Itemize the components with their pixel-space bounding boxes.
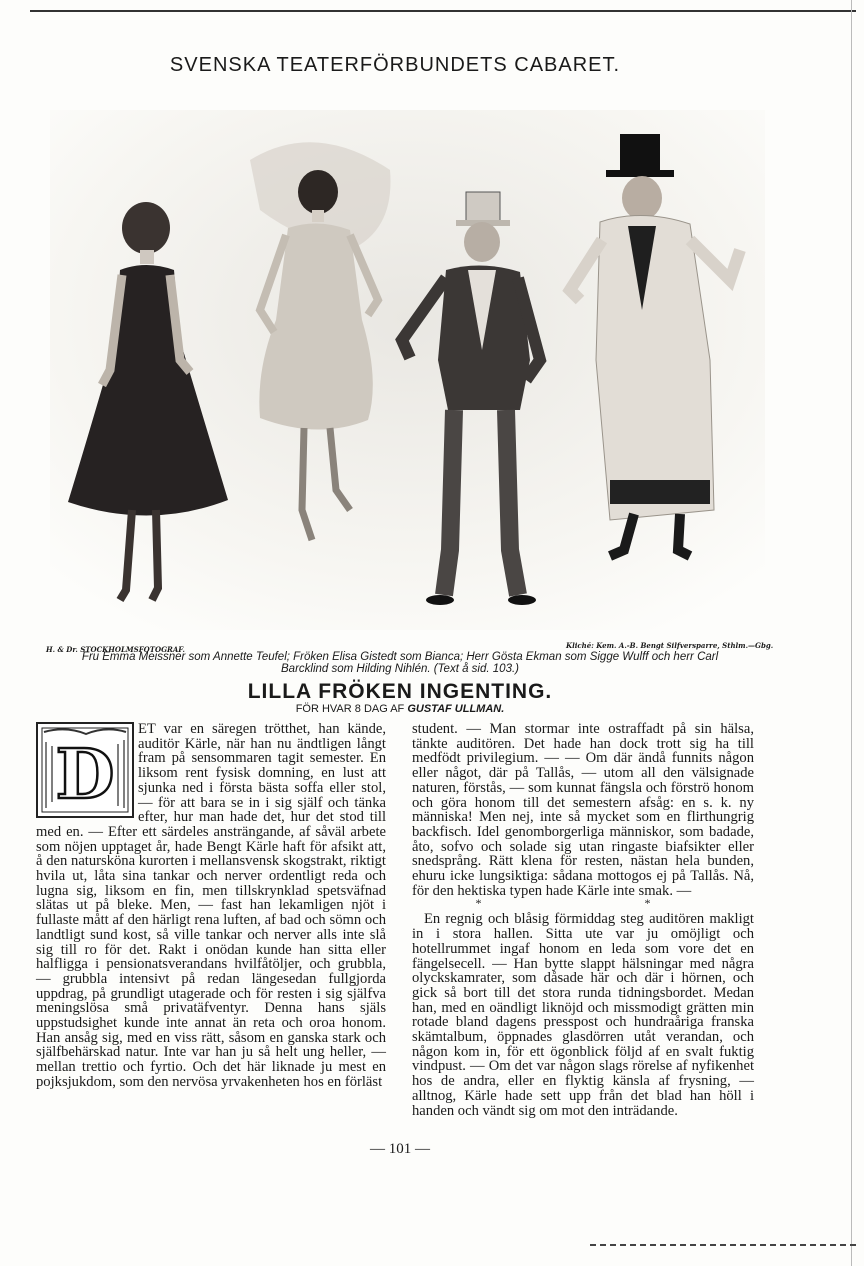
section-break: * * — [475, 896, 731, 911]
page-edge-rule — [851, 0, 852, 1266]
right-column-paragraph-1: student. — Man stormar inte ostraffadt på sin hälsa, tänkte auditören. Det hade han dock trott sig ha till medfödt privilegium. — — Om där ändå funnits någon eller något, där på Tallås, — utom all den välsignade naturen, förstås, — som kunnat fängsla och förströ honom och göra honom till det semestern afsåg: en s. k. ny människa! Men nej, inte så mycket som en flirthungrig backfisch. Idel genomborgerliga människor, som badade, åto, sofvo och solade sig utan ringaste biafsikter eller snedsprång. Rätt klena för resten, nästan hela bunden, ehuru icke lungsiktiga: sådana mottogos ej på Tallås. Nå, för den hektiska typen hade Kärle inte smak. — — [412, 721, 754, 899]
text-column-right — [412, 722, 754, 1118]
page-headline: SVENSKA TEATERFÖRBUNDETS CABARET. — [169, 54, 621, 76]
byline — [0, 703, 800, 715]
photo-credit-left: H. & Dr. STOCKHOLMSFOTOGRAF. — [46, 645, 185, 654]
text-column-left — [36, 722, 386, 1090]
photo-caption — [40, 651, 760, 675]
byline-author: GUSTAF ULLMAN. — [407, 703, 505, 715]
left-column-text: ET var en säregen trötthet, han kände, auditör Kärle, när han nu ändtligen långt fram på sensommaren tagit semester. En liksom rent fysisk domning, en lust att sjunka ned i första bästa soffa eller stol, — för att bara se in i sig själf och tänka efter, hur man hade det, hur det stod till med en. — Efter ett särdeles ansträngande, af såväl arbete som nöjen upptaget år, hade Bengt Kärle haft för afsikt att, å den natursköna kurorten i mellansvensk skogstrakt, riktigt hvila ut, låta sina tankar och nerver ordentligt reda och lugna sig, liksom en fin, men tillskrynklad spetsväfnad slätas ut på bleke. Men, — fast han lekamligen njöt i fullaste mått af den härligt rena luften, af bad och sömn och landtligt sund kost, så ville tankar och nerver alls inte slå sig till ro för det. Rakt i onödan kunde han sitta eller halfligga i pensionatsverandans hvilfåtöljer, och grubbla, — grubbla intensivt på redan längesedan fullgjorda uppdrag, på grundligt utagerade och för resten i sig själfva meningslösa små privatäfventyr. Denna hans själs uppstudsighet kunde inte annat än reta och oroa honom. Han ansåg sig, med en viss rätt, såsom en ganska stark och själfbehärskad natur. Inte var han ju så helt ung heller, — mellan trettio och fyrtio. Och det här liknade ju mest en pojksjukdom, som den nervösa yrvakenheten hos en förläst — [36, 721, 386, 1090]
page-number: — 101 — — [370, 1141, 430, 1157]
article-title: LILLA FRÖKEN INGENTING. — [247, 680, 553, 703]
cabaret-photograph — [50, 110, 765, 630]
right-column-paragraph-2: En regnig och blåsig förmiddag steg auditören makligt in i stora hallen. Sitta ute var ju omöjligt och hotellrummet ingaf honom en leda som vore det en fängelsecell. — Han bytte slappt hälsningar med några olyckskamrater, som dåsade här och där i hörnen, och gick så bort till det stora runda tidningsbordet. Medan han, med en oändligt liknöjd och missmodigt grätten min rotade bland dagens presspost och hundraåriga franska skämtalbum, öppnades glasdörren utåt verandan, och någon kom in, för ett ögonblick följd af en svalt fuktig vindpust. — Om det var någon slags rörelse af nyfikenhet hos de andra, eller en flyktig känsla af frysning, — alltnog, Kärle hade sett upp från det blad han höll i handen och vändt sig om mot den inträdande. — [412, 911, 754, 1119]
ornamental-dropcap — [36, 722, 134, 818]
bottom-rule — [590, 1244, 856, 1246]
dropcap-letter: D — [55, 735, 115, 815]
byline-prefix: FÖR HVAR 8 DAG AF — [295, 703, 405, 715]
top-rule — [30, 10, 856, 12]
caption-line-1: Fru Emma Meissner som Annette Teufel; Fröken Elisa Gistedt som Bianca; Herr Gösta Ekman som Sigge Wulff och herr Carl — [81, 651, 719, 663]
caption-line-2: Barcklind som Hilding Nihlén. (Text å sid. 103.) — [281, 663, 519, 675]
photo-credit-right: Kliché: Kem. A.-B. Bengt Silfversparre, Sthlm.—Gbg. — [566, 641, 774, 650]
